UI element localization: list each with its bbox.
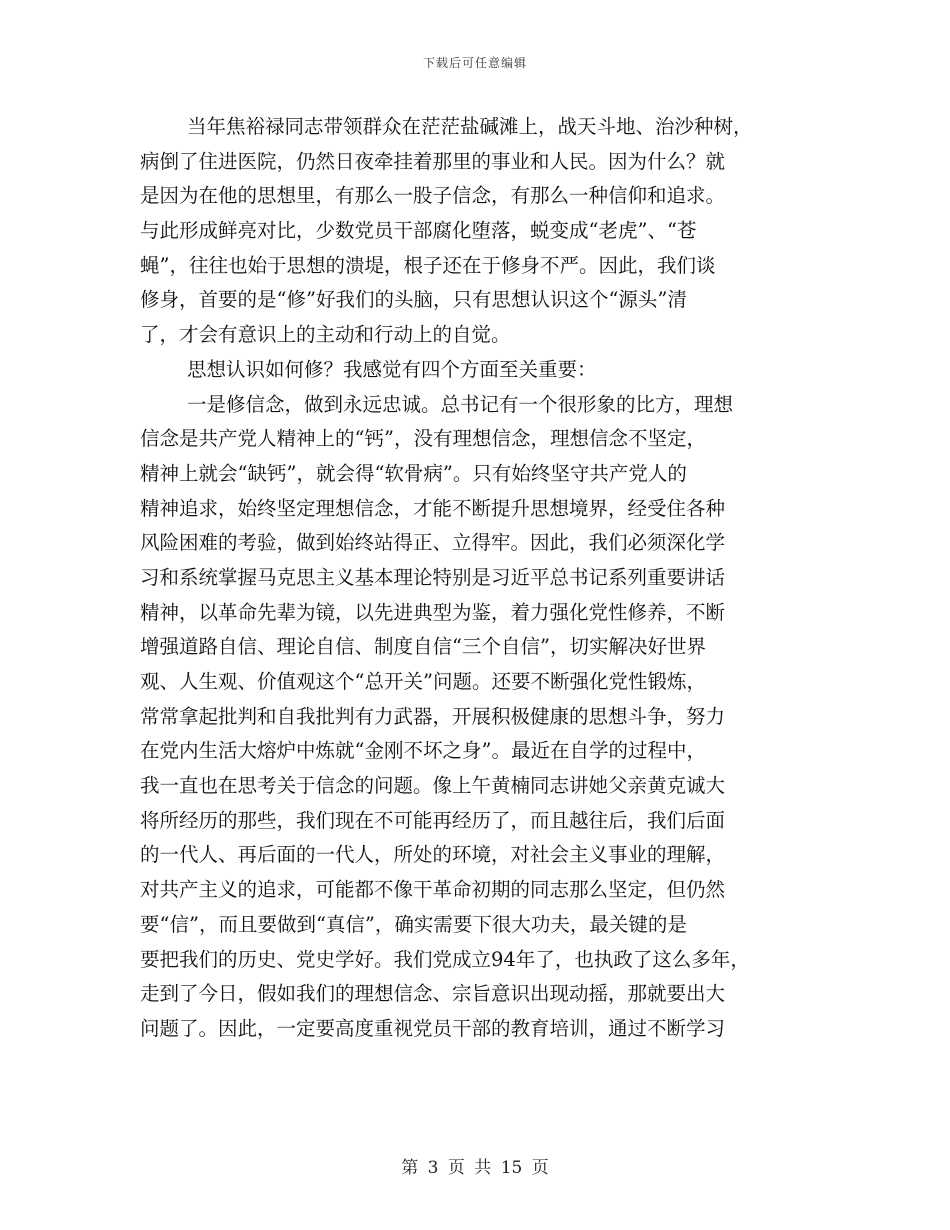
text-line: 的一代人、再后面的一代人，所处的环境，对社会主义事业的理解， (140, 843, 726, 867)
text-line: 病倒了住进医院，仍然日夜牵挂着那里的事业和人民。因为什么？就 (140, 149, 726, 173)
text-line: 精神，以革命先辈为镜，以先进典型为鉴，着力强化党性修养，不断 (140, 600, 726, 624)
text-line: 在党内生活大熔炉中炼就“金刚不坏之身”。最近在自学的过程中， (140, 739, 706, 763)
text-line: 问题了。因此，一定要高度重视党员干部的教育培训，通过不断学习 (140, 1016, 726, 1040)
text-line: 与此形成鲜亮对比，少数党员干部腐化堕落，蜕变成“老虎”、“苍 (140, 219, 697, 243)
text-line: 我一直也在思考关于信念的问题。像上午黄楠同志讲她父亲黄克诚大 (140, 774, 726, 798)
text-line: 增强道路自信、理论自信、制度自信“三个自信”，切实解决好世界 (140, 635, 706, 659)
text-line: 蝇”，往往也始于思想的溃堤，根子还在于修身不严。因此，我们谈 (140, 253, 716, 277)
text-line: 走到了今日，假如我们的理想信念、宗旨意识出现动摇，那就要出大 (140, 982, 726, 1006)
text-line: 要“信”，而且要做到“真信”，确实需要下很大功夫，最关键的是 (140, 912, 687, 936)
text-line: 观、人生观、价值观这个“总开关”问题。还要不断强化党性锻炼， (140, 670, 706, 693)
page-header: 下载后可任意编辑 (422, 56, 527, 70)
document-body (140, 110, 820, 1047)
text-line: 精神追求，始终坚定理想信念，才能不断提升思想境界，经受住各种 (140, 496, 726, 520)
text-line: 将所经历的那些，我们现在不可能再经历了，而且越往后，我们后面 (140, 808, 726, 832)
text-line: 精神上就会“缺钙”，就会得“软骨病”。只有始终坚守共产党人的 (140, 461, 687, 485)
text-line: 习和系统掌握马克思主义基本理论特别是习近平总书记系列重要讲话 (140, 565, 726, 589)
text-line: 思想认识如何修？我感觉有四个方面至关重要： (187, 357, 597, 381)
text-line: 修身，首要的是“修”好我们的头脑，只有思想认识这个“源头”清 (140, 288, 687, 312)
text-line: 一是修信念，做到永远忠诚。总书记有一个很形象的比方，理想 (187, 392, 734, 416)
text-line: 要把我们的历史、党史学好。我们党成立94年了，也执政了这么多年， (140, 947, 750, 971)
text-line: 了，才会有意识上的主动和行动上的自觉。 (140, 323, 511, 347)
text-line: 是因为在他的思想里，有那么一股子信念，有那么一种信仰和追求。 (140, 184, 726, 208)
text-line: 信念是共产党人精神上的“钙”，没有理想信念，理想信念不坚定， (140, 427, 706, 451)
text-line: 风险困难的考验，做到始终站得正、立得牢。因此，我们必须深化学 (140, 531, 726, 555)
page-number-footer: 第 3 页 共 15 页 (401, 1158, 549, 1178)
text-line: 对共产主义的追求，可能都不像干革命初期的同志那么坚定，但仍然 (140, 878, 726, 902)
text-line: 常常拿起批判和自我批判有力武器，开展积极健康的思想斗争，努力 (140, 704, 726, 728)
text-line: 当年焦裕禄同志带领群众在茫茫盐碱滩上，战天斗地、治沙种树， (187, 115, 753, 138)
